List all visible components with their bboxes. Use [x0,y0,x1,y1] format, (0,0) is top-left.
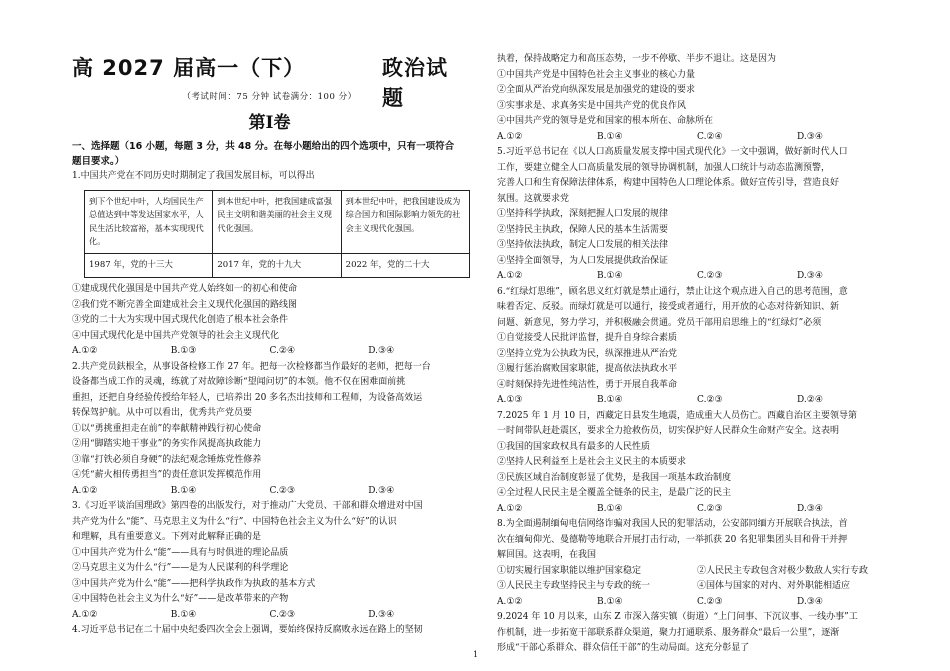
option-b[interactable]: B.①④ [597,271,623,281]
statement: ③实事求是、求真务实是中国共产党的优良作风 [497,100,687,111]
section-title: 一、选择题（16 小题，每题 3 分，共 48 分。在每小题给出的四个选项中，只有一项符合 题目要求。） [72,141,455,167]
option-c[interactable]: C.②③ [697,395,723,405]
option-d[interactable]: D.③④ [797,596,823,607]
volume-title: 第Ⅰ卷 [248,113,291,133]
statement: ③民族区域自治制度彰显了优势，是我国一项基本政治制度 [497,472,732,483]
option-c[interactable]: C.②④ [269,346,296,356]
question-stem: 重担，还把自身经验传授给年轻人，已培养出 20 多名杰出技师和工程师，为设备高效运 [72,392,423,403]
option-a[interactable]: A.①② [497,131,523,142]
question-4 [72,623,467,639]
table-cell: 到本世纪中叶，把我国建设成为综合国力和国际影响力领先的社会主义现代化强国。 [341,190,469,253]
exam-subject: 政治试题 [382,56,448,110]
question-stem: 和理解，具有重要意义。下列对此解释正确的是 [72,532,262,542]
question-stem: 味着否定、反驳。而绿灯就是可以通行，接受或者通行，用开放的心态对待新知识、新 [497,302,840,312]
exam-title: 高 2027 届高一（下） [72,56,306,80]
question-stem: 解回国。这表明，在我国 [497,550,597,560]
statement: ①建成现代化强国是中国共产党人始终如一的初心和使命 [72,284,298,294]
table-cell: 2017 年，党的十九大 [213,253,341,278]
statement: ④中国共产党的领导是党和国家的根本所在、命脉所在 [497,116,714,126]
goals-table [84,190,470,279]
option-b[interactable]: B.①④ [597,395,623,405]
statement: ①自觉接受人民批评监督，提升自身综合素质 [497,333,678,343]
question-stem: 工作，要建立健全人口高质量发展的领导协调机制，加强人口统计与动态监测预警， [497,162,831,173]
question-stem: 形成“干部心系群众、群众信任干部”的生动局面。这充分彰显了 [497,643,750,653]
option-d[interactable]: D.③④ [368,485,395,496]
option-a[interactable]: A.①② [497,596,523,607]
question-stem: 作机制，进一步拓宽干部联系群众渠道，聚力打通联系、服务群众“最后一公里”，逐渐 [497,627,840,638]
question-8 [497,517,897,610]
statement: ④凭“薪火相传勇担当”的责任意识发挥模范作用 [72,470,262,480]
question-stem: 4.习近平总书记在二十届中央纪委四次全会上强调，要始终保持反腐败永远在路上的坚韧 [72,625,423,635]
option-a[interactable]: A.①③ [497,395,523,405]
question-stem: 6.“红绿灯思维”，顾名思义红灯就是禁止通行，禁止让这个观点进入自己的思考范围，意 [497,286,848,297]
option-b[interactable]: B.①④ [597,131,623,142]
option-d[interactable]: D.②④ [797,395,823,405]
answer-options [72,344,467,360]
question-stem: 问题、新意见，努力学习，并积极融会贯通。党员干部用启思维上的“红绿灯”必须 [497,317,822,328]
option-b[interactable]: B.①③ [170,346,197,356]
option-c[interactable]: C.②③ [269,485,296,496]
question-stem: 3.《习近平谈治国理政》第四卷的出版发行，对于推动广大党员、干部和群众增进对中国 [72,501,423,511]
table-cell: 2022 年，党的二十大 [341,253,469,278]
statement-pair [497,564,897,580]
option-b[interactable]: B.①④ [170,609,197,620]
option-d[interactable]: D.③④ [797,131,823,142]
question-stem: 次在缅甸仰光、曼德勒等地联合开展打击行动，一举抓获 20 名犯罪集团头目和骨干并押 [497,534,848,545]
question-1 [72,169,467,360]
statement: ①切实履行国家职能以维护国家稳定 [497,565,642,576]
statement: ③中国共产党为什么“能”——把科学执政作为执政的基本方式 [72,578,316,589]
answer-options [497,393,897,409]
statement: ③党的二十大为实现中国式现代化创造了根本社会条件 [72,315,289,325]
table-cell: 1987 年，党的十三大 [85,253,213,278]
statement: ③履行惩治腐败国家职能，提高依法执政水平 [497,364,678,374]
option-c[interactable]: C.②③ [697,271,723,281]
question-9 [497,610,897,657]
statement: ④时刻保持先进性纯洁性，勇于开展自我革命 [497,379,678,390]
question-2 [72,360,467,500]
statement: ①坚持科学执政，深刻把握人口发展的规律 [497,209,669,219]
exam-info: （考试时间：75 分钟 试卷满分：100 分） [182,92,357,102]
statement: ②全面从严治党向纵深发展是加强党的建设的要求 [497,85,696,95]
option-d[interactable]: D.③④ [797,503,823,514]
question-stem: 执着，保持战略定力和高压态势，一步不停歇、半步不退让。这是因为 [497,54,777,64]
statement: ④国体与国家的对内、对外职能相适应 [697,581,851,591]
statement: ④中国特色社会主义为什么“好”——是改革带来的产物 [72,594,289,604]
option-a[interactable]: A.①② [72,346,98,356]
option-c[interactable]: C.②③ [697,596,723,607]
statement: ②用“脚踏实地干事业”的务实作风提高执政能力 [72,439,262,449]
statement: ②坚持人民利益至上是社会主义民主的本质要求 [497,457,687,467]
statement: ②人民民主专政包含对极少数敌人实行专政 [697,565,869,576]
answer-options [497,130,897,146]
question-stem: 转保驾护航。从中可以看出，优秀共产党员要 [72,408,253,418]
question-stem: 1.中国共产党在不同历史时期制定了我国发展目标，可以得出 [72,171,315,181]
option-a[interactable]: A.①② [497,503,523,514]
page-number: 1 [473,650,479,659]
question-3 [72,499,467,623]
question-stem: 一时间带队赶赴震区，要求全力抢救伤员，切实保护好人民群众生命财产安全。这表明 [497,426,840,436]
statement: ①我国的国家政权具有最多的人民性质 [497,441,651,452]
answer-options [497,502,897,518]
question-5 [497,145,897,285]
option-d[interactable]: D.③④ [368,346,395,356]
answer-options [72,484,467,500]
question-stem: 5.习近平总书记在《以人口高质量发展支撑中国式现代化》一文中强调，做好新时代人口 [497,147,848,157]
question-stem: 氛围。这就要求党 [497,193,570,204]
option-d[interactable]: D.③④ [797,271,823,281]
question-stem: 8.为全面遏制缅甸电信网络诈骗对我国人民的犯罪活动，公安部同缅方开展联合执法，首 [497,519,848,529]
statement: ④坚持全面领导，为人口发展提供政治保证 [497,255,669,266]
option-d[interactable]: D.③④ [368,609,395,620]
table-cell: 到下个世纪中叶，人均国民生产总值达到中等发达国家水平，人民生活比较富裕，基本实现现代化。 [85,190,213,253]
table-cell: 到本世纪中叶，把我国建成富强民主文明和谐美丽的社会主义现代化强国。 [213,190,341,253]
statement: ③人民民主专政坚持民主与专政的统一 [497,581,651,591]
answer-options [72,608,467,624]
right-column [497,52,897,657]
left-column [72,52,467,639]
question-stem: 2.共产党员鈇根全，从事设备检修工作 27 年。把每一次检修都当作最好的老师，把每一台 [72,361,431,372]
option-c[interactable]: C.②③ [269,609,296,620]
statement: ①以“勇挑重担走在前”的奉献精神践行初心使命 [72,423,262,434]
option-a[interactable]: A.①② [497,271,523,281]
statement: ③靠“打铁必须自身硬”的法纪观念锤炼党性修养 [72,454,262,465]
statement: ②坚持民主执政，保障人民的基本生活需要 [497,224,669,235]
option-b[interactable]: B.①④ [170,485,197,496]
statement: ②我们党不断完善全面建成社会主义现代化强国的路线图 [72,299,298,310]
option-a[interactable]: A.①② [72,609,98,620]
option-b[interactable]: B.①④ [597,596,623,607]
statement: ①中国共产党为什么“能”——具有与时俱进的理论品质 [72,547,289,558]
question-4-continued [497,52,897,145]
question-stem: 设备都当成工作的灵魂，练就了对故障诊断“望闻问切”的本领。他不仅在困难面前挑 [72,377,406,387]
statement-pair [497,579,897,595]
answer-options [497,269,897,285]
option-a[interactable]: A.①② [72,485,98,496]
question-stem: 共产党为什么“能”、马克思主义为什么“行”、中国特色社会主义为什么“好”的认识 [72,516,397,527]
question-stem: 7.2025 年 1 月 10 日，西藏定日县发生地震，造成重大人员伤亡。西藏自治区主要领导第 [497,410,857,421]
answer-options [497,595,897,611]
statement: ②坚持立党为公执政为民，纵深推进从严治党 [497,348,678,359]
statement: ④全过程人民民主是全覆盖全链条的民主，是最广泛的民主 [497,488,732,498]
question-6 [497,285,897,409]
option-c[interactable]: C.②④ [697,131,723,142]
statement: ④中国式现代化是中国共产党领导的社会主义现代化 [72,330,280,341]
statement: ②马克思主义为什么“行”——是为人民谋利的科学理论 [72,563,289,573]
question-stem: 完善人口和生育保障法律体系，构建中国特色人口理论体系。做好宣传引导，营造良好 [497,178,840,188]
question-7 [497,409,897,518]
option-c[interactable]: C.②③ [697,503,723,514]
option-b[interactable]: B.①④ [597,503,623,514]
statement: ①中国共产党是中国特色社会主义事业的核心力量 [497,69,696,80]
statement: ③坚持依法执政，制定人口发展的相关法律 [497,240,669,250]
question-stem: 9.2024 年 10 月以来，山东 Z 市深入落实镇（街道）“上门问事、下沉议事、一线办事”工 [497,612,858,622]
